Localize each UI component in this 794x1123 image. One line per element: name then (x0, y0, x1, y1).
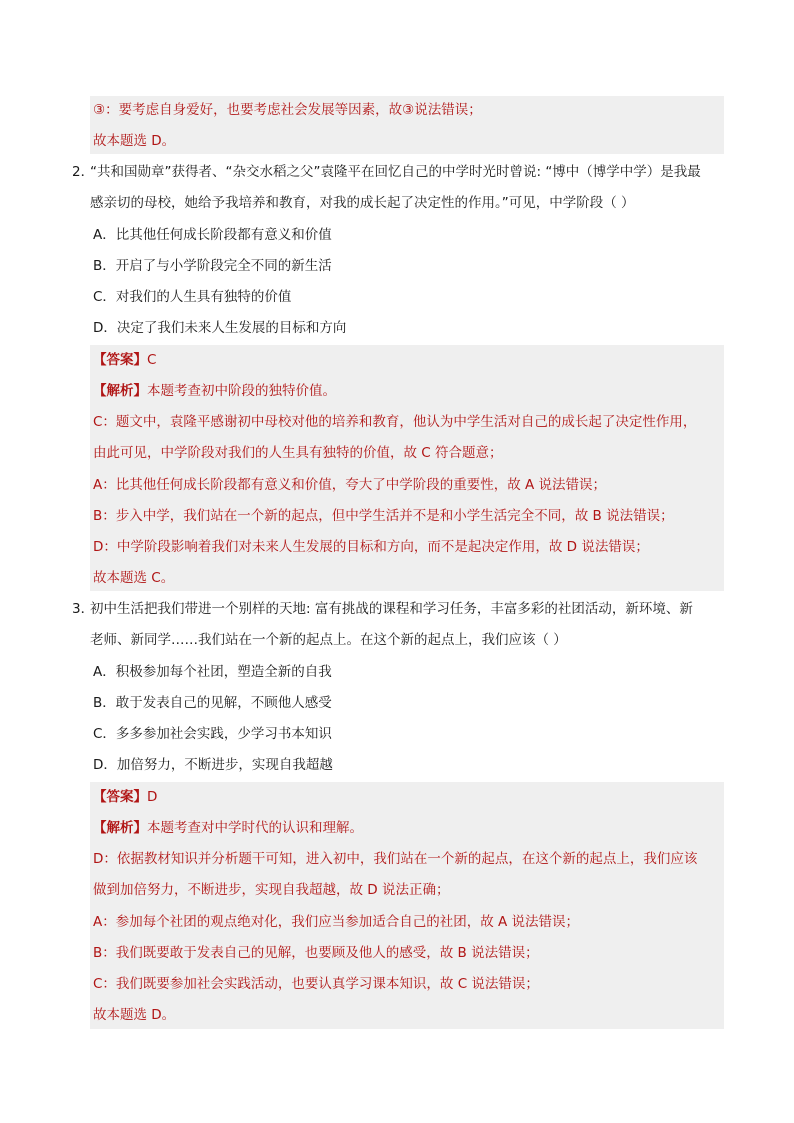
answer-line (93, 350, 156, 370)
question-number: 2． (72, 164, 95, 180)
question-stem: 初中生活把我们带进一个别样的天地: 富有挑战的课程和学习任务，丰富多彩的社团活动，新环境、新 (90, 601, 693, 617)
analysis-line (93, 381, 336, 401)
option-a: A．比其他任何成长阶段都有意义和价值 (93, 227, 332, 243)
explanation-line: B：我们既要敢于发表自己的见解，也要顾及他人的感受，故 B 说法错误； (93, 945, 539, 961)
explanation-line: A：比其他任何成长阶段都有意义和价值，夸大了中学阶段的重要性，故 A 说法错误； (93, 477, 607, 493)
explanation-line: A：参加每个社团的观点绝对化，我们应当参加适合自己的社团，故 A 说法错误； (93, 914, 580, 930)
option-a: A．积极参加每个社团，塑造全新的自我 (93, 664, 332, 680)
analysis-text: 本题考查对中学时代的认识和理解。 (147, 820, 363, 836)
explanation-conclusion: 故本题选 D。 (93, 133, 176, 149)
option-c: C．多多参加社会实践，少学习书本知识 (93, 726, 332, 742)
explanation-line: 由此可见，中学阶段对我们的人生具有独特的价值，故 C 符合题意； (93, 445, 503, 461)
option-c: C．对我们的人生具有独特的价值 (93, 289, 292, 305)
explanation-line: 做到加倍努力，不断进步，实现自我超越，故 D 说法正确； (93, 882, 450, 898)
question-stem: 感亲切的母校，她给予我培养和教育，对我的成长起了决定性的作用。”可见，中学阶段（ ） (90, 195, 635, 211)
answer-value: C (147, 352, 157, 368)
explanation-conclusion: 故本题选 C。 (93, 570, 175, 586)
answer-line (93, 787, 157, 807)
explanation-line: C：我们既要参加社会实践活动，也要认真学习课本知识，故 C 说法错误； (93, 976, 539, 992)
question-stem: 老师、新同学……我们站在一个新的起点上。在这个新的起点上，我们应该（ ） (90, 632, 567, 648)
answer-label: 【答案】 (93, 789, 147, 805)
analysis-label: 【解析】 (93, 820, 147, 836)
explanation-line: ③：要考虑自身爱好，也要考虑社会发展等因素，故③说法错误； (93, 102, 482, 118)
answer-label: 【答案】 (93, 352, 147, 368)
option-b: B．开启了与小学阶段完全不同的新生活 (93, 258, 332, 274)
explanation-line: C：题文中，袁隆平感谢初中母校对他的培养和教育，他认为中学生活对自己的成长起了决定性作用， (93, 414, 697, 430)
analysis-label: 【解析】 (93, 383, 147, 399)
explanation-line: D：依据教材知识并分析题干可知，进入初中，我们站在一个新的起点，在这个新的起点上，我们应该 (93, 851, 698, 867)
question-stem: “共和国勋章”获得者、“杂交水稻之父”袁隆平在回忆自己的中学时光时曾说: “博中（博学中学）是我最 (90, 164, 701, 180)
analysis-text: 本题考查初中阶段的独特价值。 (147, 383, 336, 399)
option-d: D．加倍努力，不断进步，实现自我超越 (93, 757, 333, 773)
explanation-conclusion: 故本题选 D。 (93, 1007, 176, 1023)
option-b: B．敢于发表自己的见解，不顾他人感受 (93, 695, 332, 711)
explanation-line: D：中学阶段影响着我们对未来人生发展的目标和方向，而不是起决定作用，故 D 说法错误； (93, 539, 649, 555)
explanation-line: B：步入中学，我们站在一个新的起点，但中学生活并不是和小学生活完全不同，故 B 说法错误； (93, 508, 674, 524)
question-number: 3． (72, 601, 95, 617)
option-d: D．决定了我们未来人生发展的目标和方向 (93, 320, 347, 336)
analysis-line (93, 818, 363, 838)
answer-value: D (147, 789, 158, 805)
